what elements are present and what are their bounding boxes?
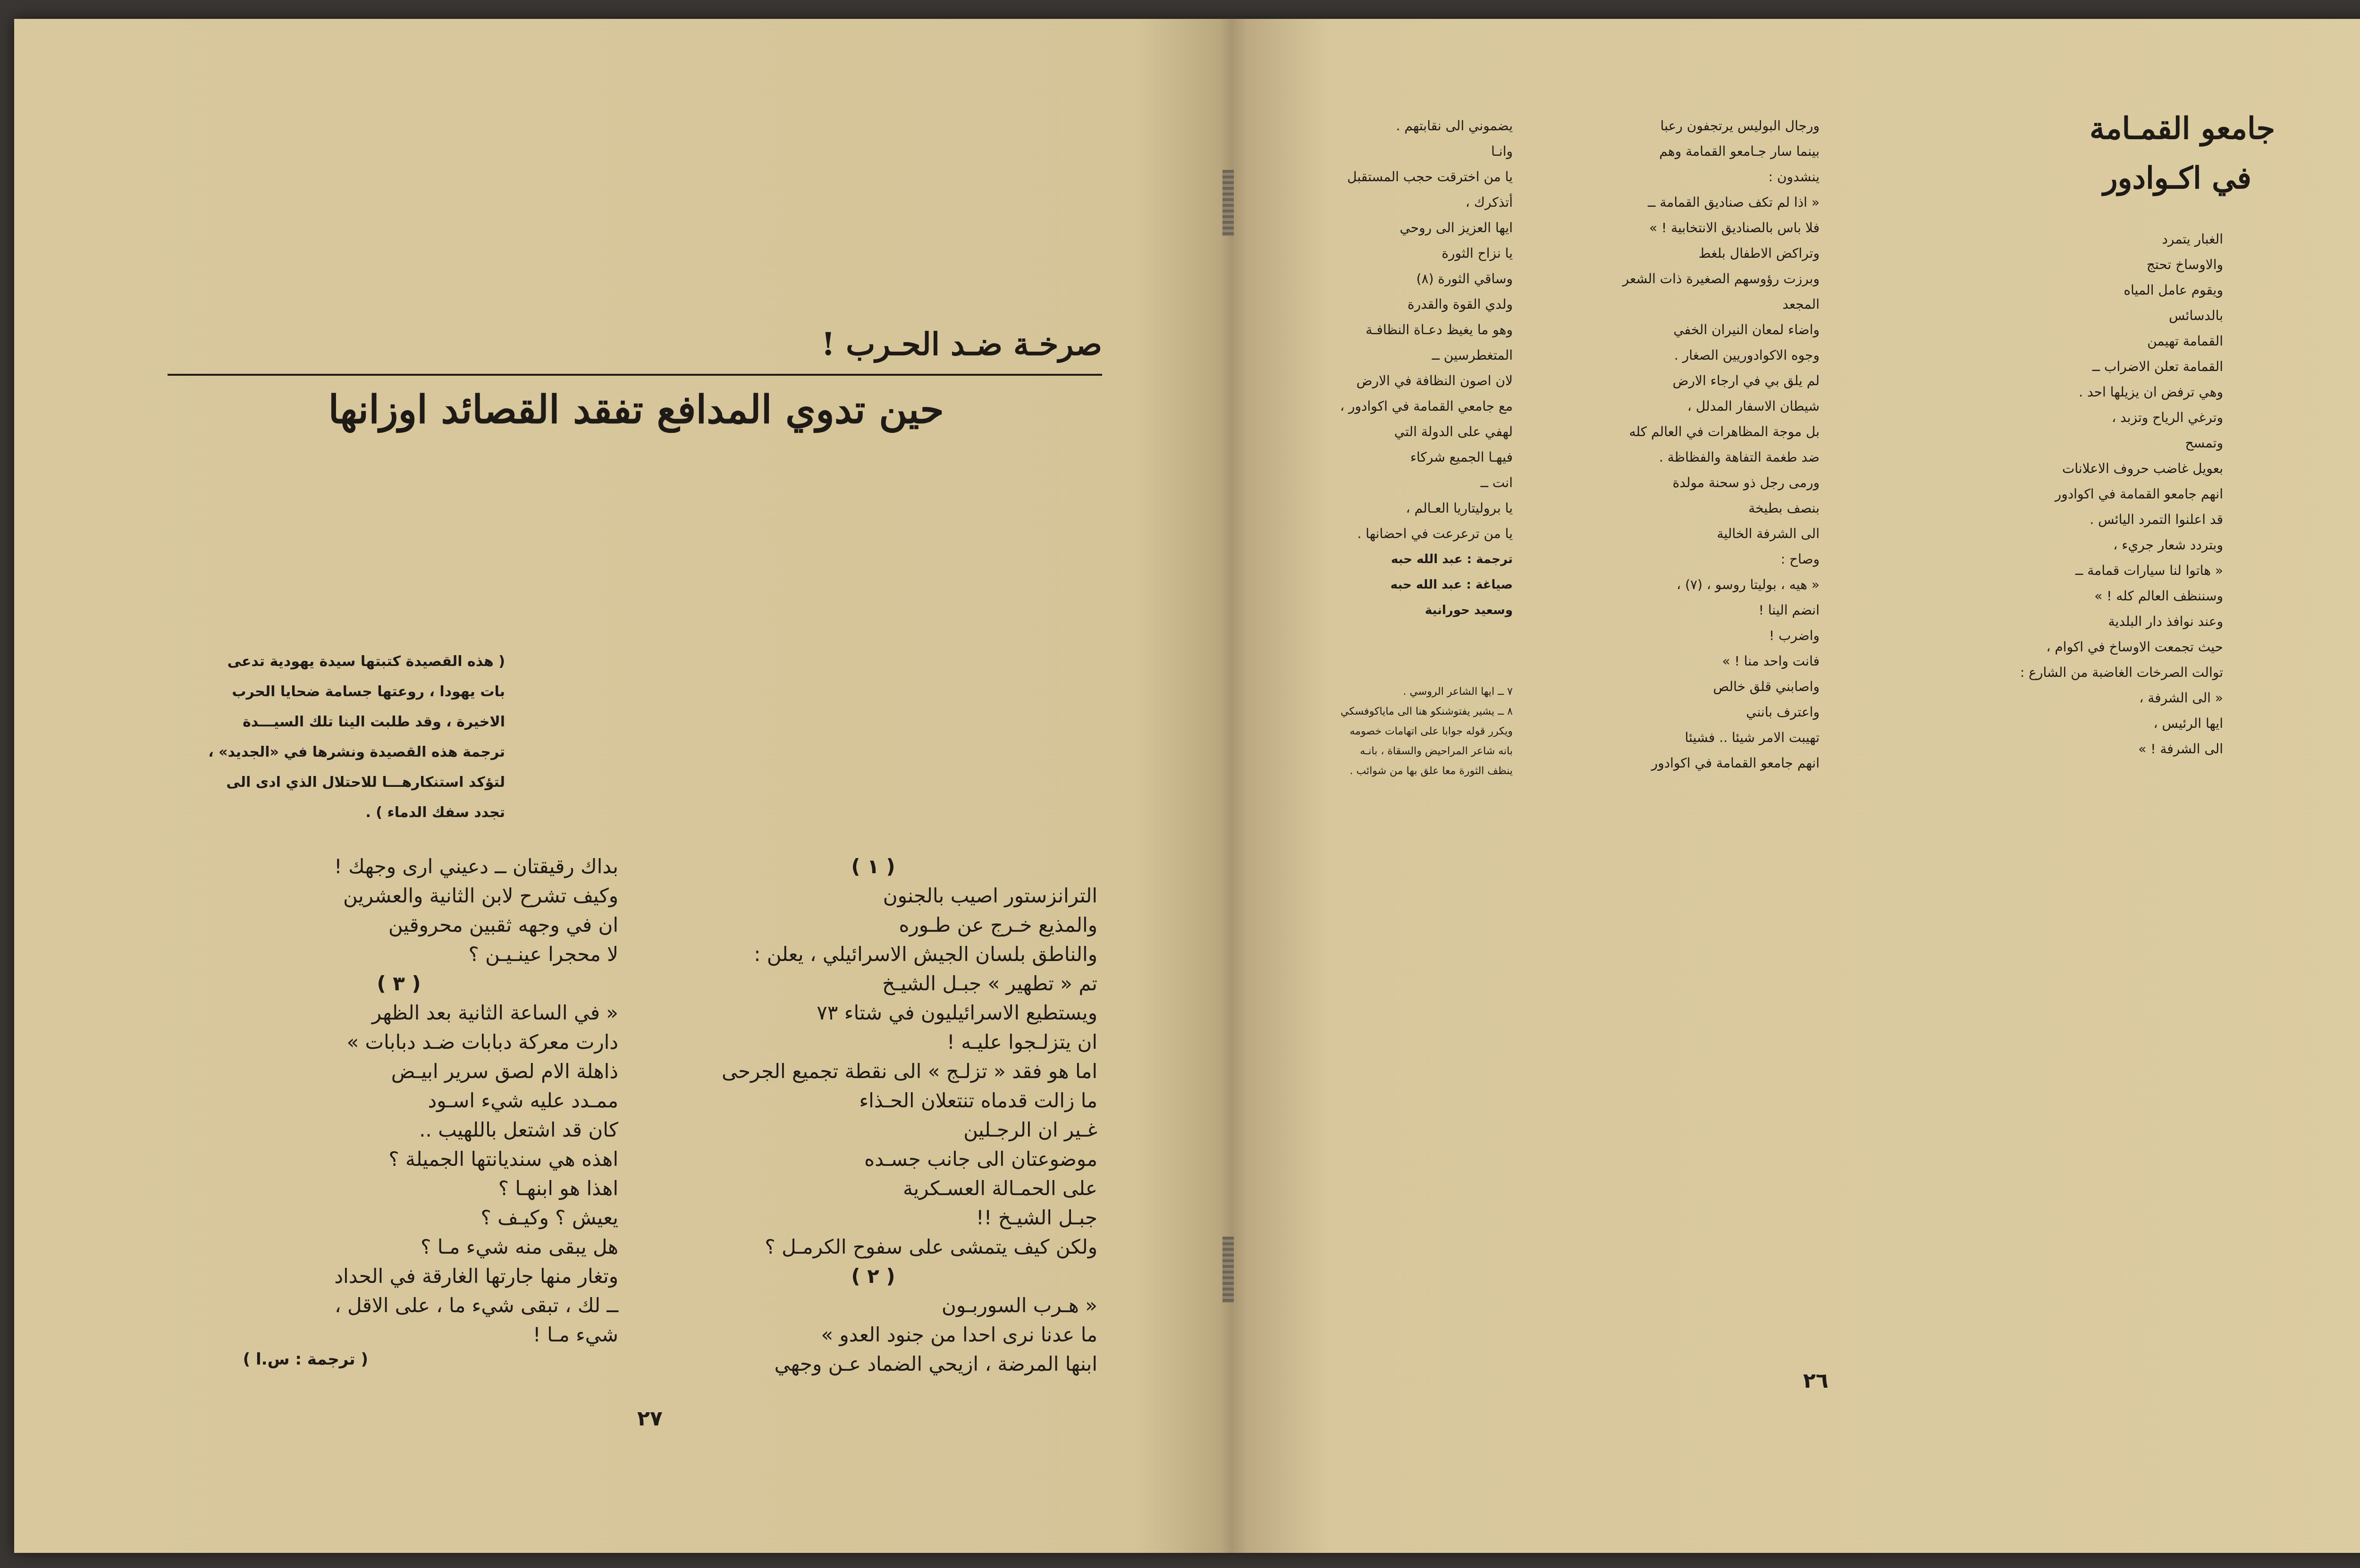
right-page: [1241, 19, 2360, 1553]
verse-line: ايها الرئيس ،: [2153, 716, 2223, 731]
verse-line: قد اعلنوا التمرد اليائس .: [2090, 512, 2223, 527]
verse-line: يا من اخترقت حجب المستقبل: [1347, 169, 1513, 185]
verse-line: وبتردد شعار جريء ،: [2113, 537, 2223, 553]
verse-line: تم « تطهير » جبـل الشيـخ: [882, 972, 1097, 995]
verse-line: فيهـا الجميع شركاء: [1410, 449, 1513, 465]
intro-line: بات يهودا ، روعتها جسامة ضحايا الحرب: [232, 683, 505, 700]
poem-column-right: [649, 852, 1097, 1379]
verse-line: وانـا: [1491, 143, 1513, 159]
verse-line: ولدي القوة والقدرة: [1408, 296, 1513, 312]
verse-line: فلا باس بالصناديق الانتخابية ! »: [1649, 220, 1820, 236]
verse-line: تهيبت الامر شيئا .. فشيئا: [1685, 730, 1820, 745]
verse-line: « هاتوا لنا سيارات قمامة ــ: [2075, 563, 2223, 578]
verse-line: وهي ترفض ان يزيلها احد .: [2079, 384, 2223, 400]
verse-line: لهفي على الدولة التي: [1394, 424, 1513, 439]
verse-line: ان في وجهه ثقبين محروقين: [388, 913, 618, 936]
verse-line: يضموني الى نقابتهم .: [1396, 118, 1513, 134]
verse-line: على الحمـالة العسـكرية: [902, 1177, 1097, 1200]
poem-column-1: [1827, 227, 2223, 762]
page-number: ٢٧: [637, 1407, 663, 1431]
verse-line: بينما سار جـامعو القمامة وهم: [1659, 143, 1820, 159]
verse-line: وهو ما يغيظ دعـاة النظافـة: [1365, 322, 1513, 337]
verse-line: فانت واحد منا ! »: [1722, 653, 1820, 669]
verse-line: واصابني قلق خالص: [1713, 679, 1820, 694]
verse-line: ممـدد عليه شيء اسـود: [428, 1089, 618, 1112]
verse-line: ــ لك ، تبقى شيء ما ، على الاقل ،: [335, 1294, 618, 1317]
verse-line: « في الساعة الثانية بعد الظهر: [371, 1001, 618, 1024]
verse-line: الى الشرفة ! »: [2138, 741, 2223, 757]
verse-line: بالدسائس: [2168, 308, 2223, 323]
verse-line: بل موجة المظاهرات في العالم كله: [1629, 424, 1820, 439]
verse-line: بنصف بطيخة: [1748, 500, 1820, 516]
translation-credit: [243, 1350, 368, 1369]
binding-staple: [1222, 170, 1234, 236]
article-kicker: صرخـة ضـد الحـرب !: [821, 326, 1102, 362]
verse-line: مع جامعي القمامة في اكوادور ،: [1340, 398, 1513, 414]
verse-line: يعيش ؟ وكيـف ؟: [480, 1206, 618, 1229]
credit-text: صياغة : عبد الله حبه: [1390, 578, 1513, 592]
verse-line: « الى الشرفة ،: [2139, 690, 2223, 706]
verse-line: ما زالت قدماه تنتعلان الحـذاء: [859, 1089, 1097, 1112]
intro-line: لتؤكد استنكارهـــا للاحتلال الذي ادى الى: [226, 774, 505, 791]
verse-line: وجوه الاكوادوريين الصغار .: [1674, 347, 1820, 363]
credit-text: ( ترجمة : س.ا ): [243, 1350, 368, 1369]
verse-line: ورجال البوليس يرتجفون رعبا: [1660, 118, 1820, 134]
verse-line: الى الشرفة الخالية: [1717, 526, 1820, 541]
verse-line: المتغطرسين ــ: [1432, 347, 1513, 363]
verse-line: ينشدون :: [1768, 169, 1820, 185]
verse-line: « هيه ، بوليتا روسو ، (٧) ،: [1677, 577, 1820, 592]
verse-line: انضم الينا !: [1758, 602, 1820, 618]
footnote-line: ويكرر قوله جوابا على اتهامات خصومه: [1349, 725, 1513, 737]
verse-line: ما عدنا نرى احدا من جنود العدو »: [821, 1323, 1097, 1346]
verse-line: يا بروليتاريا العـالم ،: [1406, 500, 1513, 516]
verse-line: شيء مـا !: [532, 1323, 618, 1346]
footnote-line: ينظف الثورة معا علق بها من شوائب .: [1349, 765, 1513, 777]
verse-line: « اذا لم تكف صناديق القمامة ــ: [1648, 194, 1820, 210]
verse-line: ويقوم عامل المياه: [2124, 282, 2223, 298]
verse-line: انهم جامعو القمامة في اكوادور: [2055, 486, 2223, 502]
verse-line: دارت معركة دبابات ضـد دبابات »: [346, 1030, 618, 1054]
verse-line: وترغي الرياح وتزبد ،: [2112, 410, 2223, 425]
intro-line: الاخيرة ، وقد طلبت الينا تلك السيـــدة: [243, 714, 505, 730]
verse-line: ورمى رجل ذو سحنة مولدة: [1672, 475, 1820, 490]
verse-line: واعترف بانني: [1746, 704, 1820, 720]
verse-line: القمامة تعلن الاضراب ــ: [2092, 359, 2223, 374]
verse-line: القمامة تهيمن: [2147, 333, 2223, 349]
verse-line: حيث تجمعت الاوساخ في اكوام ،: [2046, 639, 2223, 655]
verse-line: بعويل غاضب حروف الاعلانات: [2062, 461, 2223, 476]
left-page: [14, 19, 1227, 1553]
verse-line: ابنها المرضة ، ازيحي الضماد عـن وجهي: [774, 1352, 1097, 1375]
verse-line: وتمسح: [2185, 435, 2223, 451]
verse-line: واضاء لمعان النيران الخفي: [1673, 322, 1820, 337]
verse-line: غـير ان الرجـلين: [963, 1118, 1097, 1141]
intro-line: تجدد سفك الدماء ) .: [365, 804, 505, 821]
verse-line: جبـل الشيـخ !!: [976, 1206, 1097, 1229]
verse-line: انهم جامعو القمامة في اكوادور: [1651, 755, 1820, 771]
verse-line: ضد طغمة التفاهة والفظاظة .: [1659, 449, 1820, 465]
verse-line: ايها العزيز الى روحي: [1399, 220, 1513, 236]
verse-line: الترانزستور اصيب بالجنون: [883, 884, 1097, 907]
verse-line: والاوساخ تحتج: [2146, 257, 2223, 272]
verse-line: وتراكض الاطفال بلغط: [1698, 245, 1820, 261]
page-number: ٢٦: [1803, 1369, 1829, 1393]
verse-line: وصاح :: [1780, 551, 1820, 567]
verse-line: والناطق بلسان الجيش الاسرائيلي ، يعلن :: [754, 943, 1097, 966]
section-number: ( ٣ ): [377, 972, 421, 995]
verse-line: توالت الصرخات الغاضبة من الشارع :: [2020, 665, 2223, 680]
footnote-line: بانه شاعر المراحيض والسقاة ، بانـه: [1360, 745, 1513, 757]
verse-line: اما هو فقد « تزلـج » الى نقطة تجميع الجرحى: [721, 1060, 1097, 1083]
verse-line: انت ــ: [1480, 475, 1513, 490]
poem-column-2: [1527, 113, 1820, 776]
verse-line: لم يلق بي في ارجاء الارض: [1672, 373, 1820, 388]
verse-line: بداك رقيقتان ــ دعيني ارى وجهك !: [334, 855, 618, 878]
verse-line: كان قد اشتعل باللهيب ..: [419, 1118, 618, 1141]
magazine-spread: [14, 19, 2360, 1553]
verse-line: لان اصون النظافة في الارض: [1356, 373, 1513, 388]
article-headline: حين تدوي المدافع تفقد القصائد اوزانها: [328, 387, 944, 432]
verse-line: المجعد: [1782, 296, 1820, 312]
verse-line: ذاهلة الام لصق سرير ابيـض: [391, 1060, 618, 1083]
intro-line: ترجمة هذه القصيدة ونشرها في «الجديد» ،: [208, 744, 505, 760]
section-number: ( ٢ ): [851, 1265, 895, 1288]
verse-line: وسننظف العالم كله ! »: [2094, 588, 2223, 604]
verse-line: وساقي الثورة (٨): [1416, 271, 1513, 287]
verse-line: شيطان الاسفار المدلل ،: [1687, 398, 1820, 414]
verse-line: وتغار منها جارتها الغارقة في الحداد: [334, 1265, 618, 1288]
credit-text: ترجمة : عبد الله حبه: [1391, 552, 1513, 566]
verse-line: هل يبقى منه شيء مـا ؟: [421, 1235, 618, 1258]
verse-line: اهذه هي سنديانتها الجميلة ؟: [388, 1147, 618, 1171]
verse-line: وكيف تشرح لابن الثانية والعشرين: [343, 884, 618, 907]
verse-line: أتذكرك ،: [1465, 194, 1513, 210]
binding-staple: [1222, 1237, 1234, 1303]
verse-line: « هـرب السوربـون: [941, 1294, 1097, 1317]
credit-text: وسعيد حورانية: [1424, 603, 1513, 617]
article-title-line2: في اكـوادور: [2103, 160, 2251, 196]
footnotes: [1211, 682, 1513, 781]
verse-line: وعند نوافذ دار البلدية: [2108, 614, 2223, 629]
verse-line: موضوعتان الى جانب جسـده: [864, 1147, 1097, 1171]
verse-line: ويستطيع الاسرائيليون في شتاء ٧٣: [817, 1001, 1097, 1024]
intro-line: ( هذه القصيدة كتبتها سيدة يهودية تدعى: [227, 653, 505, 670]
verse-line: يا من ترعرعت في احضانها .: [1357, 526, 1513, 541]
verse-line: والمذيع خـرج عن طـوره: [899, 913, 1097, 936]
verse-line: لا محجرا عينـيـن ؟: [468, 943, 618, 966]
intro-note: [208, 647, 505, 828]
verse-line: واضرب !: [1769, 628, 1820, 643]
section-number: ( ١ ): [851, 855, 895, 878]
verse-line: اهذا هو ابنهـا ؟: [498, 1177, 618, 1200]
verse-line: الغبار يتمرد: [2162, 231, 2223, 247]
verse-line: يا نزاح الثورة: [1441, 245, 1513, 261]
footnote-line: ٨ ــ يشير يفتوشنكو هنا الى ماياكوفسكي: [1340, 706, 1513, 717]
poem-column-left: [179, 852, 618, 1349]
verse-line: ان يتزلـجوا عليـه !: [947, 1030, 1097, 1054]
verse-line: ولكن كيف يتمشى على سفوح الكرمـل ؟: [765, 1235, 1097, 1258]
headline-rule: [168, 374, 1102, 376]
footnote-line: ٧ ــ ايها الشاعر الروسي .: [1403, 686, 1513, 698]
poem-column-3: [1248, 113, 1513, 623]
article-title-line1: جامعو القمـامة: [2089, 111, 2275, 146]
verse-line: وبرزت رؤوسهم الصغيرة ذات الشعر: [1622, 271, 1820, 287]
